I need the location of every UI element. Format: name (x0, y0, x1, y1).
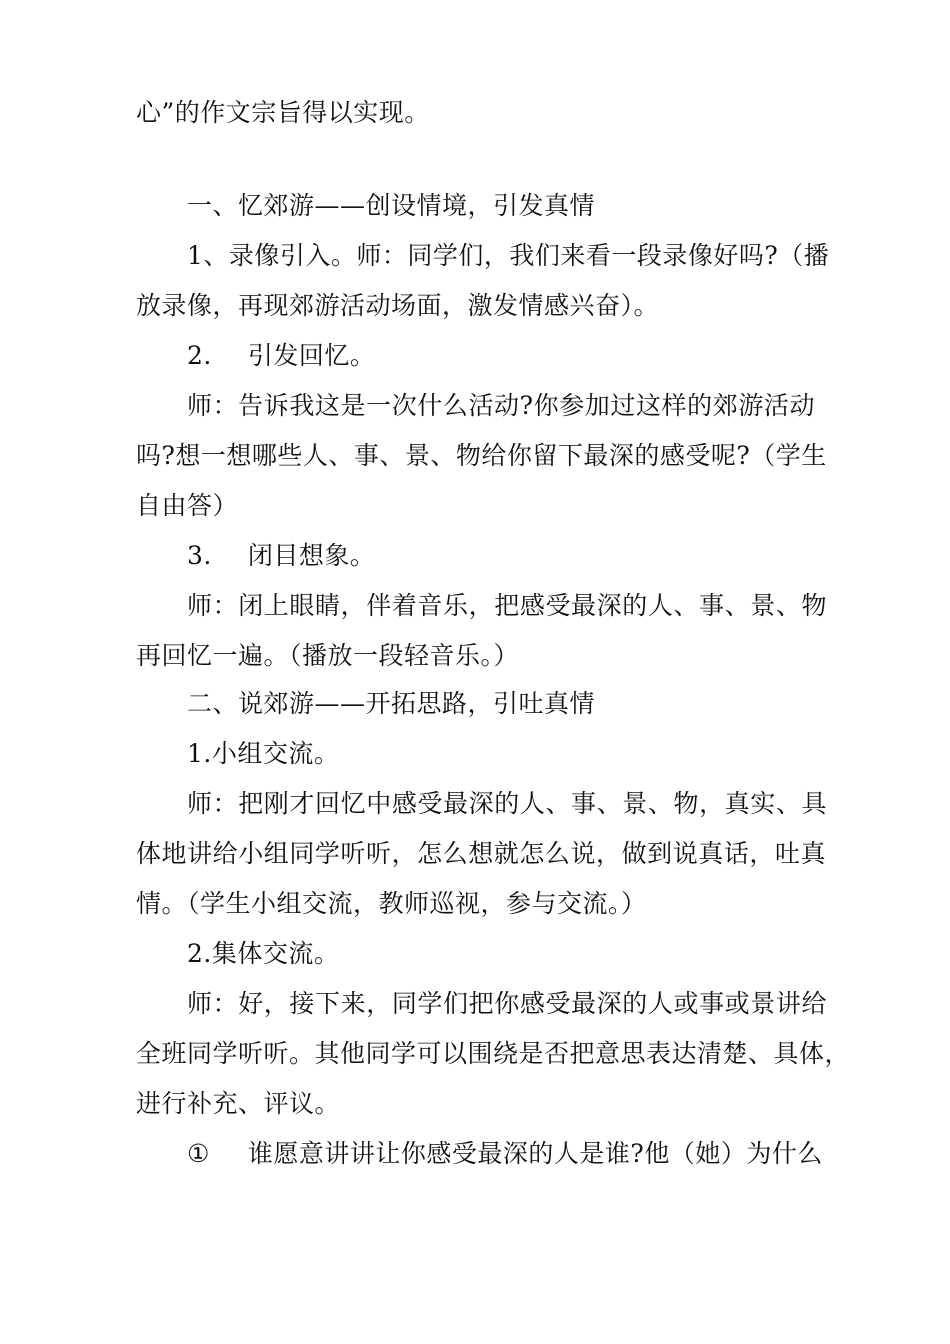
list-item (187, 541, 887, 571)
list-item-text: 谁愿意讲讲让你感受最深的人是谁?他（她）为什么 (247, 1139, 823, 1168)
list-item-text: 引发回忆。 (247, 341, 376, 370)
paragraph-line: 心”的作文宗旨得以实现。 (136, 98, 430, 127)
paragraph-line: 1、录像引入。师：同学们，我们来看一段录像好吗?（播 (187, 241, 830, 270)
list-item-text: 闭目想象。 (247, 541, 376, 570)
paragraph-line: 体地讲给小组同学听听，怎么想就怎么说，做到说真话，吐真 (136, 839, 826, 868)
section-heading: 一、忆郊游——创设情境，引发真情 (187, 191, 596, 220)
paragraph-line: 吗?想一想哪些人、事、景、物给你留下最深的感受呢?（学生 (136, 441, 827, 470)
paragraph-line: 自由答） (136, 491, 239, 520)
paragraph-line: 师：好，接下来，同学们把你感受最深的人或事或景讲给 (187, 989, 827, 1018)
list-number: 2. (187, 341, 212, 370)
paragraph-line: 全班同学听听。其他同学可以围绕是否把意思表达清楚、具体， (136, 1039, 851, 1068)
list-number: 3. (187, 541, 212, 570)
list-item (187, 341, 887, 371)
list-item: 1.小组交流。 (187, 739, 340, 768)
paragraph-line: 情。（学生小组交流，教师巡视，参与交流。） (136, 889, 647, 918)
list-item: 2.集体交流。 (187, 939, 340, 968)
paragraph-line: 师：把刚才回忆中感受最深的人、事、景、物，真实、具 (187, 789, 827, 818)
section-heading: 二、说郊游——开拓思路，引吐真情 (187, 689, 596, 718)
paragraph-line: 再回忆一遍。（播放一段轻音乐。） (136, 641, 520, 670)
list-item (187, 1139, 887, 1169)
paragraph-line: 进行补充、评议。 (136, 1089, 341, 1118)
paragraph-line: 师：告诉我这是一次什么活动?你参加过这样的郊游活动 (187, 391, 815, 420)
paragraph-line: 师：闭上眼睛，伴着音乐，把感受最深的人、事、景、物 (187, 591, 827, 620)
paragraph-line: 放录像，再现郊游活动场面，激发情感兴奋）。 (136, 291, 660, 320)
circled-number: ① (187, 1139, 210, 1168)
